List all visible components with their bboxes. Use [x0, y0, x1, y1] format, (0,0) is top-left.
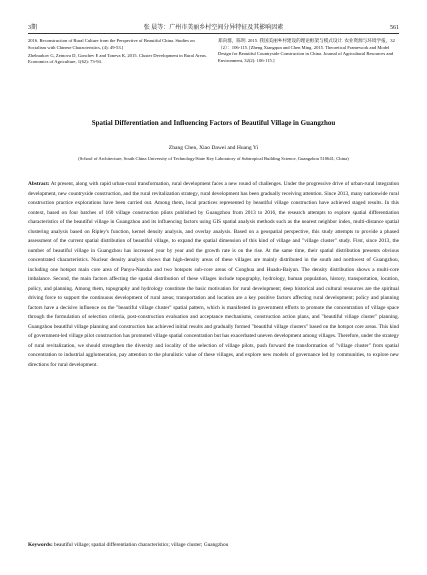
- reference-list: [28, 38, 399, 67]
- author-list: Zhang Chen, Xiao Dawei and Huang Yi: [168, 145, 259, 151]
- reference-item: 郑向群，陈明. 2015. 我国美丽乡村建设的理论框架与模式设计. 农业资源与环境学报，32（2）：106-115. [Zheng Xiangqun and Chen Ming. 2015. Theoretical Framework and Model Design for Beautiful Countryside Construction in China. Journal of Agricultural Resources and Environment, 32(2): 106-115.]: [218, 38, 395, 63]
- keywords: [28, 541, 399, 551]
- abstract: [28, 180, 399, 370]
- reference-column-right: [218, 38, 398, 67]
- abstract-text: At present, along with rapid urban-rural transformation, rural development faces a new round of challenges. Under the progressive drive of urban-rural integration development, new countryside construction, and the rural revitalization strategy, rural development has been gradually receiving attention. Since 2013, many nationwide rural construction practice explorations have been carried out. Among them, local practices represented by beautiful village construction have achieved staged results. In this context, based on four batches of 160 village construction pilots published by Guangzhou from 2013 to 2016, the research attempts to explore spatial differentiation characteristics of the beautiful village in Guangzhou and its influencing factors using GIS spatial analysis methods such as the nearest neighbor index, multi-distance spatial clustering analysis based on Ripley's function, kernel density analysis, and overlay analysis. Based on a geospatial perspective, this study attempts to provide a phased assessment of the current spatial distribution of beautiful village, to expand the spatial dimension of this kind of village and "village cluster" study. First, since 2013, the number of beautiful village in Guangzhou has increased year by year and the growth rate is on the rise. At the same time, their spatial distribution presents obvious concentrated characteristics. Nuclear density analysis shows that high-density areas of these villages are mainly distributed in the south and northwest of Guangzhou, including one hotspot main core area of Panyu-Nansha and two hotspots sub-core areas of Conghua and Huadu-Baiyun. The density distribution shows a multi-core imbalance. Second, the main factors affecting the spatial distribution of these villages include topography, hydrology, human population, history, transportation, location, policy, and planning. Among them, topography and hydrology constitute the basic motivation for rural development; deep historical and cultural resources are the spiritual driving force to support the continuous development of rural areas; transportation and location are a key positive factors affecting rural development; policy and planning factors have a decisive influence on the "beautiful village cluster" spatial pattern, which is manifested in government efforts to promote the concentration of village space through the formulation of selection criteria, post-construction evaluation and acceptance mechanisms, construction action plans, and "beautiful village cluster" planning. Guangzhou beautiful village planning and construction has achieved initial results and gradually formed "beautiful village clusters" based on the hotspot core areas. This kind of government-led village pilot construction has promoted village spatial concentration but has exacerbated uneven development among villages. Therefore, under the strategy of rural revitalization, we should strengthen the diversity and locality of the selection of village pilots, push forward the transformation of "village cluster" from spatial concentration to industrial agglomeration, pay attention to the pluralistic value of these villages, and explore new models of governance led by communities, to explore new directions for rural development.: [28, 181, 399, 368]
- reference-item: Zhelnarkov G, Zeinova D, Gonchev E and Toneva K, 2015. Cluster Development in Rural Areas. Economics of Agriculture, 1(62): 73-94.: [28, 52, 207, 64]
- header-rule: [28, 33, 399, 34]
- affiliation: (School of Architecture, South China University of Technology/State Key Laboratory of Subtropical Building Science, Guangzhou 510641, China): [78, 156, 349, 161]
- paper-title: Spatial Differentiation and Influencing Factors of Beautiful Village in Guangzhou: [91, 119, 336, 127]
- reference-column-left: [28, 38, 208, 67]
- issue-number: 3期: [28, 25, 38, 31]
- keywords-label: Keywords:: [28, 542, 53, 548]
- running-title: 张 晨等：广州市美丽乡村空间分异特征及其影响因素: [143, 25, 284, 31]
- abstract-label: Abstract:: [28, 181, 50, 187]
- page-number: 561: [390, 25, 399, 31]
- reference-item: 2016. Reconstruction of Rural Culture from the Perspective of Beautiful China. Studies on Socialism with Chinese Characteristics, (4): 49-53.]: [28, 38, 195, 50]
- keywords-text: beautiful village; spatial differentiation characteristics; village cluster; Guangzhou: [52, 542, 229, 548]
